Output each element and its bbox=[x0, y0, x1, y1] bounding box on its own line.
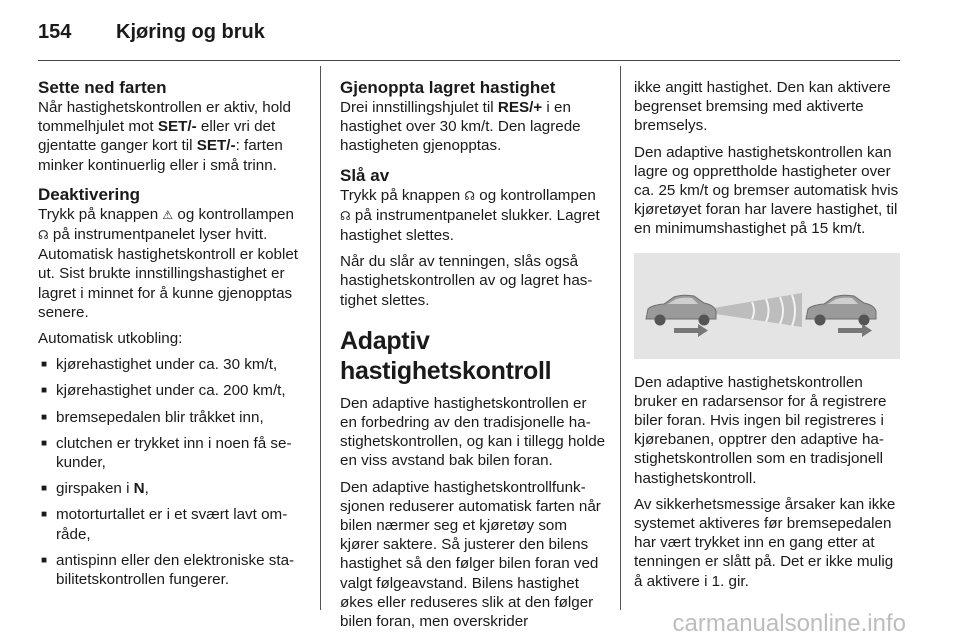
gear-n: N bbox=[133, 480, 145, 498]
text: Når hastighetskontrollen er aktiv, hold tommelhjulet mot bbox=[38, 99, 291, 136]
cancel-icon: ⚠ bbox=[162, 207, 174, 222]
text: og kontrollampen bbox=[173, 205, 294, 223]
paragraph-sette bbox=[38, 98, 306, 175]
text: , bbox=[144, 480, 149, 498]
paragraph-adaptiv-1: Den adaptive hastighetskontrollen er en forbedring av den tradisjonelle hastighetskontrollen, og kan i tillegg holde en viss avstand bak bilen foran. bbox=[340, 394, 606, 470]
key-set: SET/- bbox=[157, 118, 197, 136]
list-item: ■ kjørehastighet under ca. 30 km/t, bbox=[38, 355, 306, 374]
paragraph-sla-av bbox=[340, 186, 606, 246]
column-1 bbox=[38, 78, 306, 596]
key-res: RES/+ bbox=[497, 99, 543, 116]
front-car-icon bbox=[806, 295, 876, 325]
radar-illustration bbox=[634, 253, 900, 359]
text: i en hastighet over 30 km/t. Den lagrede hastigheten gjenopptas. bbox=[340, 99, 581, 155]
text: og kontrollampen bbox=[475, 186, 596, 204]
radar-diagram bbox=[634, 253, 900, 359]
watermark: carmanualsonline.info bbox=[672, 610, 906, 637]
text: girspaken i bbox=[56, 480, 134, 498]
heading-gjenoppta: Gjenoppta lagret hastighet bbox=[340, 78, 556, 97]
paragraph-sikkerhet: Av sikkerhetsmessige årsaker kan ikke systemet aktiveres før bremsepedalen har vært trykket inn en gang etter at tenningen er slått på. Det er ikke mulig å aktivere i 1. gir. bbox=[634, 495, 896, 590]
rear-car-icon bbox=[646, 295, 716, 325]
paragraph-lagre: Den adaptive hastighetskontrollen kan lagre og opprettholde hastigheter over ca. 25 km/t og bremser automatisk hvis kjøretøyet foran har lavere hastighet, til en minimumshastighet på 15 km/t. bbox=[634, 143, 899, 238]
heading-adaptiv: Adaptiv hastighetskontroll bbox=[340, 326, 552, 385]
column-2 bbox=[340, 78, 606, 638]
header-rule bbox=[38, 60, 900, 61]
cruise-lamp-icon: ☊ bbox=[38, 228, 49, 243]
auto-off-list bbox=[38, 355, 306, 589]
list-item: ■ bremsepedalen blir tråkket inn, bbox=[38, 408, 306, 427]
page-title: Kjøring og bruk bbox=[116, 20, 265, 43]
paragraph-deaktivering bbox=[38, 205, 306, 322]
list-item: ■ clutchen er trykket inn i noen få sekunder, bbox=[38, 434, 306, 472]
list-item: ■ kjørehastighet under ca. 200 km/t, bbox=[38, 381, 306, 400]
arrow-right-icon bbox=[838, 324, 872, 337]
column-divider-1 bbox=[320, 66, 321, 610]
paragraph-tenning: Når du slår av tenningen, slås også hastighetskontrollen av og lagret hastighet slettes. bbox=[340, 253, 593, 309]
page-number: 154 bbox=[38, 20, 72, 43]
list-item: ■ antispinn eller den elektroniske stabilitetskontrollen fungerer. bbox=[38, 551, 306, 589]
heading-sette-ned-farten: Sette ned farten bbox=[38, 78, 167, 97]
cruise-lamp-icon: ☊ bbox=[340, 208, 351, 223]
key-set: SET/- bbox=[196, 137, 236, 155]
list-item bbox=[38, 479, 306, 498]
heading-deaktivering: Deaktivering bbox=[38, 184, 141, 204]
arrow-right-icon bbox=[674, 324, 708, 337]
paragraph-gjenoppta bbox=[340, 98, 606, 156]
paragraph-adaptiv-2: Den adaptive hastighetskontrollfunksjonen reduserer automatisk farten når bilen nærmer seg et kjøretøy som kjører saktere. Så justerer den bilens hastighet så den følger bilen foran ved valgt følgeavstand. Bilens hastighet økes eller reduseres slik at den følger bilen foran, men overskrider bbox=[340, 478, 601, 631]
paragraph-radar: Den adaptive hastighetskontrollen bruker en radarsensor for å registrere biler foran. Hvis ingen bil registreres i kjørebanen, opptrer den adaptive hastighetskontrollen som en tradisjonell hastighetskontroll. bbox=[634, 373, 887, 487]
page-header bbox=[38, 14, 265, 50]
paragraph-continued: ikke angitt hastighet. Den kan aktivere begrenset bremsing med aktiverte bremselys. bbox=[634, 79, 891, 135]
text: : farten minker kontinuerlig eller i små trinn. bbox=[38, 137, 283, 174]
list-item: ■ motorturtallet er i et svært lavt område, bbox=[38, 505, 306, 543]
column-divider-2 bbox=[620, 66, 621, 610]
column-3 bbox=[634, 78, 900, 598]
text: på instrumentpanelet lyser hvitt. Automatisk hastighetskontroll er koblet ut. Sist brukte innstillingshastighet er lagret i minnet for å kunne gjenopptas senere. bbox=[38, 226, 299, 321]
text: Trykk på knappen bbox=[38, 205, 163, 223]
text: Drei innstillingshjulet til bbox=[340, 99, 498, 116]
text: eller vri det gjentatte ganger kort til bbox=[38, 118, 276, 155]
text: på instrumentpanelet slukker. Lagret hastighet slettes. bbox=[340, 206, 600, 245]
text: Trykk på knappen bbox=[340, 186, 465, 204]
cruise-lamp-icon: ☊ bbox=[464, 188, 476, 203]
paragraph-automatisk: Automatisk utkobling: bbox=[38, 330, 183, 348]
heading-sla-av: Slå av bbox=[340, 165, 390, 185]
